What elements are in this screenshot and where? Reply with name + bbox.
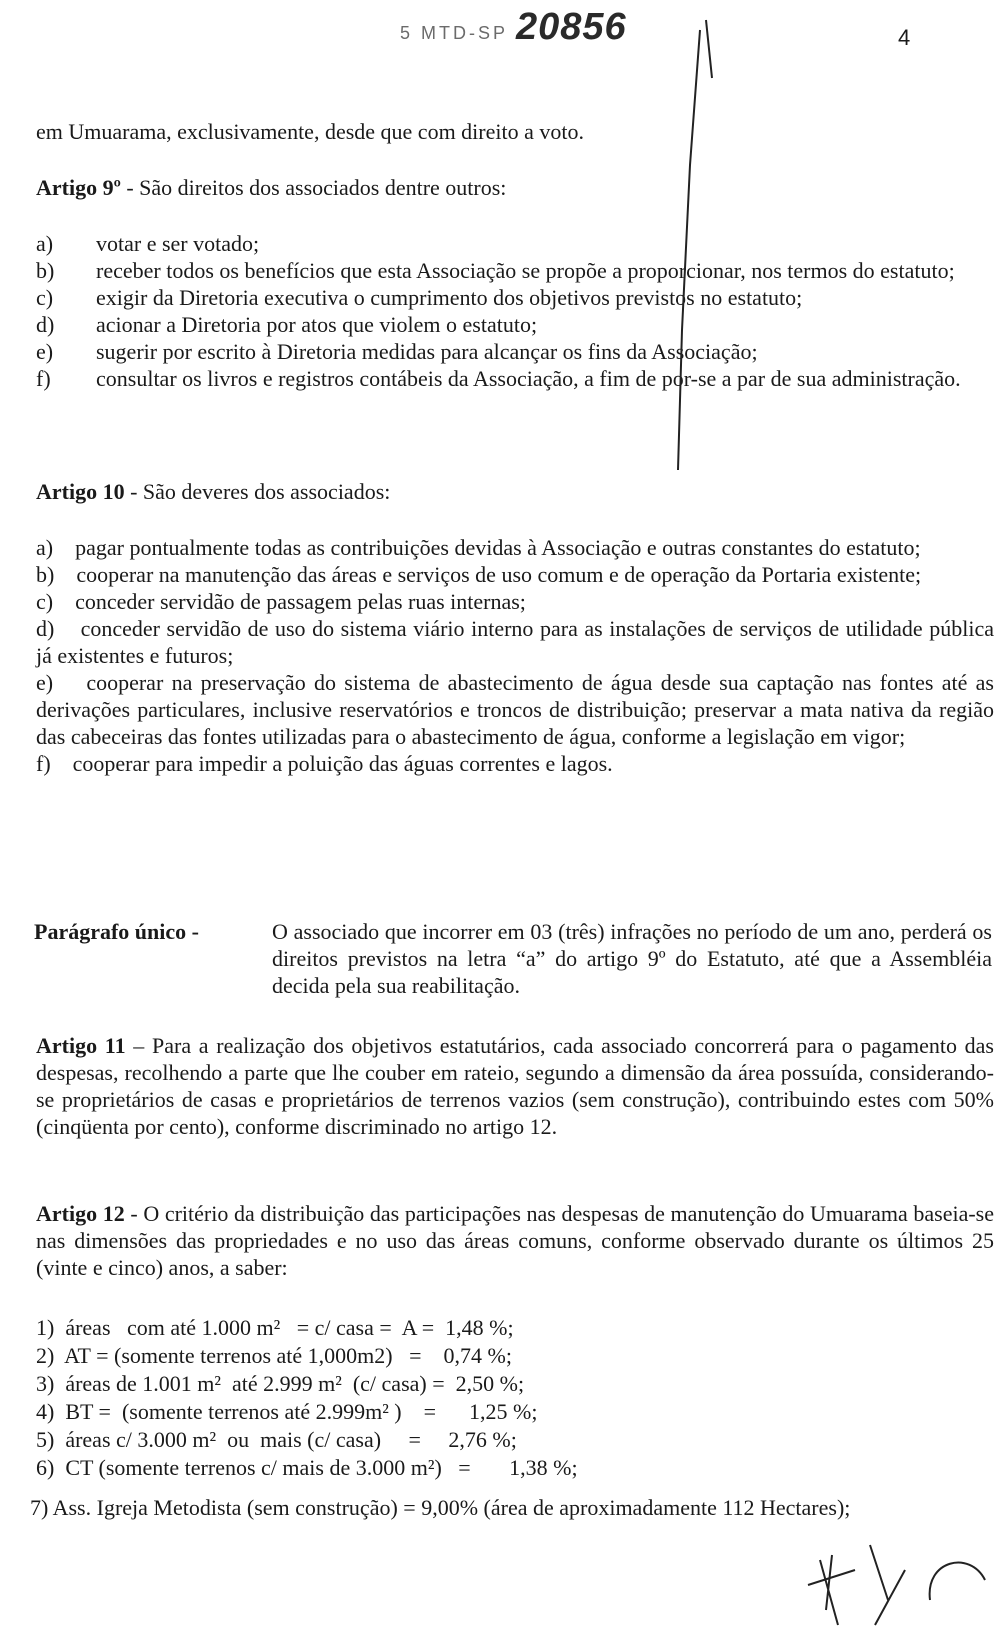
art10-item	[36, 534, 994, 561]
item-marker: e)	[36, 339, 54, 364]
art12-item: 3) áreas de 1.001 m² até 2.999 m² (c/ casa) = 2,50 %;	[36, 1371, 525, 1396]
art10-item	[36, 750, 994, 777]
art9-item	[36, 365, 994, 392]
item-marker: f)	[36, 751, 51, 776]
art12-item: 5) áreas c/ 3.000 m² ou mais (c/ casa) = 2,76 %;	[36, 1427, 517, 1452]
item-text: receber todos os benefícios que esta Associação se propõe a proporcionar, nos termos do estatuto;	[96, 258, 955, 283]
art11	[36, 1032, 994, 1140]
stamp-prefix: 5 MTD-SP	[400, 23, 509, 43]
item-marker: d)	[36, 312, 55, 337]
item-text: cooperar na preservação do sistema de abastecimento de água desde sua captação nas fontes até as derivações particulares, inclusive reservatórios e troncos de distribuição; preservar a mata nativa da região das cabeceiras das fontes utilizadas para o abastecimento de água, conforme a legislação em vigor;	[36, 670, 994, 749]
item-text: exigir da Diretoria executiva o cumprimento dos objetivos previstos no estatuto;	[96, 285, 803, 310]
art12-item: 1) áreas com até 1.000 m² = c/ casa = A = 1,48 %;	[36, 1315, 514, 1340]
art9-list	[36, 230, 994, 392]
art9-item	[36, 230, 994, 257]
art10-item	[36, 588, 994, 615]
item-text: pagar pontualmente todas as contribuições devidas à Associação e outras constantes do estatuto;	[75, 535, 921, 560]
art10-label: Artigo 10	[36, 479, 125, 504]
art9-heading	[36, 174, 994, 201]
page-number: 4	[898, 25, 911, 50]
art9-item	[36, 284, 994, 311]
art12-text: - O critério da distribuição das participações nas despesas de manutenção do Umuarama baseia-se nas dimensões das propriedades e no uso das áreas comuns, conforme observado durante os últimos 25 (vinte e cinco) anos, a saber:	[36, 1201, 994, 1280]
item-text: cooperar para impedir a poluição das águas correntes e lagos.	[72, 751, 613, 776]
art9-label: Artigo 9º	[36, 175, 121, 200]
art10-item	[36, 615, 994, 669]
item-text: acionar a Diretoria por atos que violem o estatuto;	[96, 312, 538, 337]
art12-item: 6) CT (somente terrenos c/ mais de 3.000 m²) = 1,38 %;	[36, 1455, 578, 1480]
art12-item: 2) AT = (somente terrenos até 1,000m2) = 0,74 %;	[36, 1343, 512, 1368]
paragrafo-label: Parágrafo único -	[34, 919, 199, 944]
item-text: votar e ser votado;	[96, 231, 260, 256]
item-marker: e)	[36, 670, 54, 695]
art12-label: Artigo 12	[36, 1201, 125, 1226]
paragrafo-text: O associado que incorrer em 03 (três) infrações no período de um ano, perderá os direitos previstos na letra “a” do artigo 9º do Estatuto, até que a Assembléia decida pela sua reabilitação.	[272, 919, 992, 998]
item-marker: a)	[36, 535, 54, 560]
art12	[36, 1200, 994, 1281]
art11-text: – Para a realização dos objetivos estatutários, cada associado concorrerá para o pagamento das despesas, recolhendo a parte que lhe couber em rateio, segundo a dimensão da área possuída, considerando-se proprietários de casas e proprietários de terrenos vazios (sem construção), contribuindo estes com 50% (cinqüenta por cento), conforme discriminado no artigo 12.	[36, 1033, 994, 1139]
art10-item	[36, 561, 994, 588]
art9-heading-text: - São direitos dos associados dentre outros:	[120, 175, 507, 200]
art10-list	[36, 534, 994, 777]
item-marker: b)	[36, 258, 55, 283]
item-marker: f)	[36, 366, 51, 391]
art9-item	[36, 311, 994, 338]
item-text: conceder servidão de passagem pelas ruas internas;	[75, 589, 526, 614]
item-text: conceder servidão de uso do sistema viário interno para as instalações de serviços de utilidade pública já existentes e futuros;	[36, 616, 994, 668]
item-marker: d)	[36, 616, 55, 641]
art10-item	[36, 669, 994, 750]
item-text: consultar os livros e registros contábeis da Associação, a fim de por-se a par de sua administração.	[96, 366, 961, 391]
art11-label: Artigo 11	[36, 1033, 126, 1058]
art12-item: 4) BT = (somente terrenos até 2.999m² ) = 1,25 %;	[36, 1399, 538, 1424]
item-text: sugerir por escrito à Diretoria medidas para alcançar os fins da Associação;	[96, 339, 758, 364]
art10-heading	[36, 478, 994, 505]
item-marker: c)	[36, 589, 54, 614]
registry-stamp	[400, 6, 627, 48]
art12-list	[36, 1314, 994, 1482]
item-marker: a)	[36, 231, 54, 256]
stamp-number: 20856	[516, 6, 627, 48]
initials-signature	[808, 1545, 985, 1625]
item-marker: b)	[36, 562, 55, 587]
item-marker: c)	[36, 285, 54, 310]
intro-line: em Umuarama, exclusivamente, desde que com direito a voto.	[36, 119, 584, 144]
art10-heading-text: - São deveres dos associados:	[124, 479, 391, 504]
art9-item	[36, 338, 994, 365]
item-text: cooperar na manutenção das áreas e serviços de uso comum e de operação da Portaria existente;	[76, 562, 922, 587]
art12-item-7: 7) Ass. Igreja Metodista (sem construção) = 9,00% (área de aproximadamente 112 Hectares);	[30, 1495, 851, 1520]
art9-item	[36, 257, 994, 284]
